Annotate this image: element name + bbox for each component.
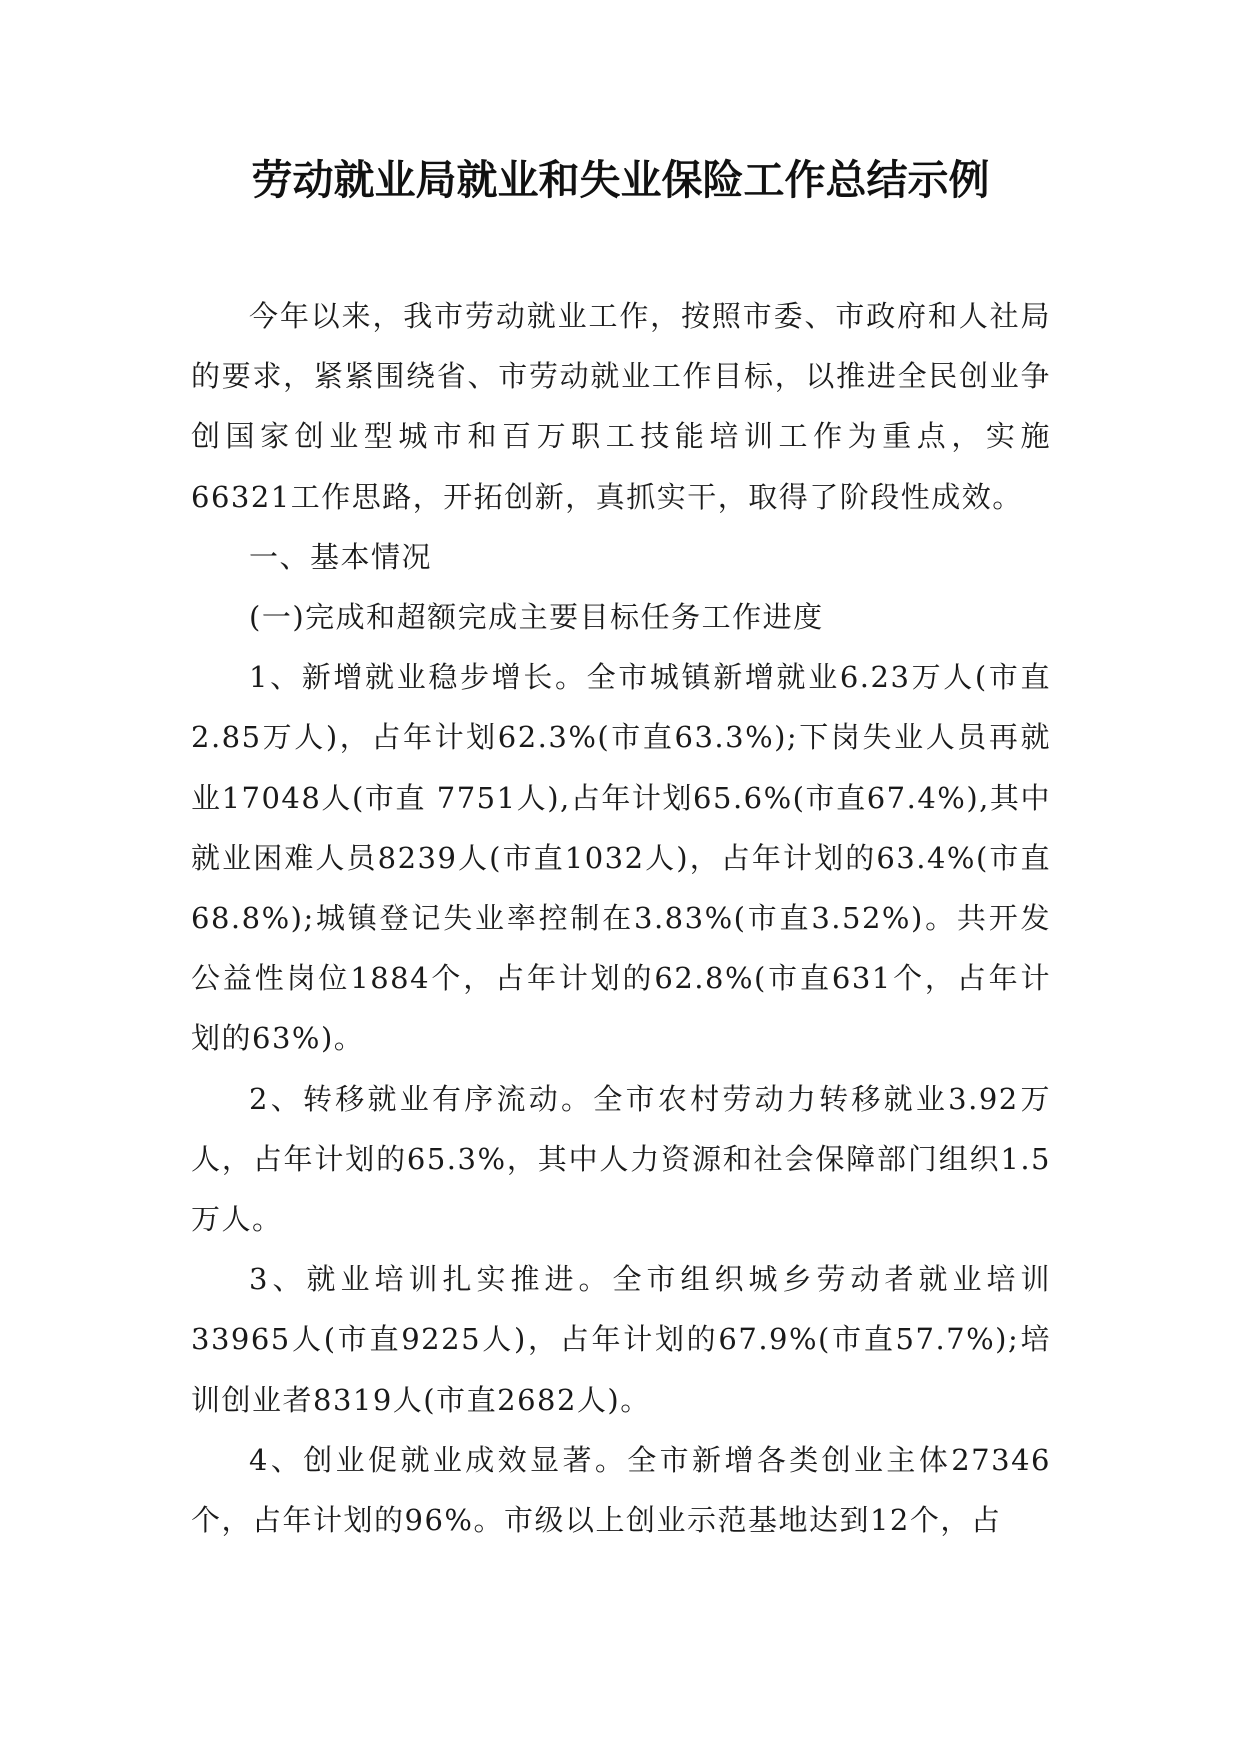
paragraph-transfer-employment: 2、转移就业有序流动。全市农村劳动力转移就业3.92万人，占年计划的65.3%，其中人力资源和社会保障部门组织1.5万人。 [191,1081,1051,1237]
paragraph-employment-training: 3、就业培训扎实推进。全市组织城乡劳动者就业培训33965人(市直9225人)，占年计划的67.9%(市直57.7%);培训创业者8319人(市直2682人)。 [191,1262,1051,1417]
subsection-heading-targets: (一)完成和超额完成主要目标任务工作进度 [249,600,824,635]
document-body [191,286,1051,1550]
section-heading-basic-situation: 一、基本情况 [249,539,433,574]
paragraph-new-employment: 1、新增就业稳步增长。全市城镇新增就业6.23万人(市直2.85万人)，占年计划62.3%(市直63.3%);下岗失业人员再就业17048人(市直 7751人),占年计划65.6%(市直67.4%),其中就业困难人员8239人(市直1032人)，占年计划的63.4%(市直68.8%);城镇登记失业率控制在3.83%(市直3.52%)。共开发公益性岗位1884个，占年计划的62.8%(市直631个，占年计划的63%)。 [191,660,1051,1056]
document-title: 劳动就业局就业和失业保险工作总结示例 [251,156,990,204]
paragraph-intro: 今年以来，我市劳动就业工作，按照市委、市政府和人社局的要求，紧紧围绕省、市劳动就业工作目标，以推进全民创业争创国家创业型城市和百万职工技能培训工作为重点，实施66321工作思路，开拓创新，真抓实干，取得了阶段性成效。 [191,299,1051,514]
paragraph-entrepreneurship: 4、创业促就业成效显著。全市新增各类创业主体27346个，占年计划的96%。市级以上创业示范基地达到12个，占 [191,1442,1051,1538]
